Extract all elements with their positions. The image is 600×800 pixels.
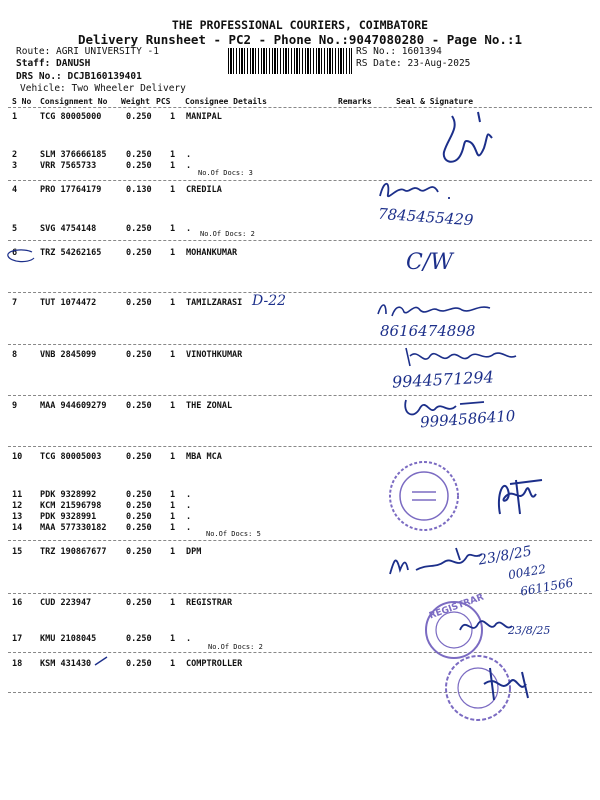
- row-consignment-no: PRO 17764179: [40, 185, 102, 195]
- company-seal-stamp: [384, 456, 464, 536]
- col-weight: Weight: [121, 97, 150, 106]
- col-pcs: PCS: [156, 97, 171, 106]
- row-consignee: CREDILA: [186, 185, 222, 195]
- row-weight: 0.250: [126, 501, 152, 511]
- signature-image: [430, 108, 510, 174]
- row-pcs: 1: [170, 161, 176, 171]
- row-consignment-no: SLM 376666185: [40, 150, 107, 160]
- row-consignee: .: [186, 490, 192, 500]
- company-name: THE PROFESSIONAL COURIERS, COIMBATORE: [171, 18, 429, 32]
- row-consignee: .: [186, 161, 192, 171]
- signature-image: [376, 176, 466, 206]
- row-consignee: .: [186, 150, 192, 160]
- row-sno: 9: [12, 401, 18, 411]
- row-consignment-no: KMU 2108045: [40, 634, 97, 644]
- handwritten-door-no: D-22: [252, 293, 287, 309]
- rs-date-text: RS Date: 23-Aug-2025: [356, 58, 471, 69]
- row-pcs: 1: [170, 185, 176, 195]
- signature-image: [456, 610, 516, 640]
- docs-count-note: No.Of Docs: 5: [206, 530, 261, 538]
- row-consignee: .: [186, 634, 192, 644]
- row-pcs: 1: [170, 112, 176, 122]
- row-consignment-no: KSM 431430: [40, 659, 92, 669]
- row-sno: 1: [12, 112, 18, 122]
- row-divider: [8, 593, 592, 594]
- row-pcs: 1: [170, 598, 176, 608]
- row-consignment-no: KCM 21596798: [40, 501, 102, 511]
- col-sno: S No: [12, 97, 32, 106]
- row-consignment-no: TUT 1074472: [40, 298, 97, 308]
- docs-count-note: No.Of Docs: 3: [198, 169, 253, 177]
- col-seal: Seal & Signature: [396, 97, 474, 106]
- row-consignee: COMPTROLLER: [186, 659, 243, 669]
- row-weight: 0.250: [126, 161, 152, 171]
- row-consignment-no: VNB 2845099: [40, 350, 97, 360]
- row-pcs: 1: [170, 501, 176, 511]
- row-consignment-no: SVG 4754148: [40, 224, 97, 234]
- row-weight: 0.250: [126, 523, 152, 533]
- row-weight: 0.250: [126, 298, 152, 308]
- row-pcs: 1: [170, 248, 176, 258]
- row-divider: [8, 240, 592, 241]
- row-consignment-no: TRZ 54262165: [40, 248, 102, 258]
- handwritten-date: 23/8/25: [477, 543, 533, 569]
- row-sno: 13: [12, 512, 23, 522]
- row-consignment-no: MAA 944609279: [40, 401, 107, 411]
- row-weight: 0.250: [126, 512, 152, 522]
- row-weight: 0.250: [126, 224, 152, 234]
- row-consignee: VINOTHKUMAR: [186, 350, 243, 360]
- row-pcs: 1: [170, 547, 176, 557]
- row-sno: 3: [12, 161, 18, 171]
- row-weight: 0.250: [126, 150, 152, 160]
- route-text: Route: AGRI UNIVERSITY -1: [16, 46, 159, 57]
- row-sno: 8: [12, 350, 18, 360]
- row-sno: 10: [12, 452, 23, 462]
- col-consignee: Consignee Details: [185, 97, 267, 106]
- row-sno: 16: [12, 598, 23, 608]
- signature-image: [486, 474, 546, 518]
- handwritten-number: 6611566: [519, 575, 575, 599]
- row-sno: 17: [12, 634, 23, 644]
- row-consignment-no: TCG 80005003: [40, 452, 102, 462]
- row-consignee: DPM: [186, 547, 202, 557]
- row-weight: 0.250: [126, 112, 152, 122]
- row-divider: [8, 446, 592, 447]
- row-weight: 0.250: [126, 659, 152, 669]
- row-sno: 12: [12, 501, 23, 511]
- signature-image: [402, 344, 522, 370]
- row-sno: 5: [12, 224, 18, 234]
- row-consignment-no: VRR 7565733: [40, 161, 97, 171]
- registrar-stamp-text: REGISTRAR: [428, 592, 486, 622]
- row-weight: 0.250: [126, 634, 152, 644]
- handwritten-number: 00422: [507, 561, 548, 583]
- row-consignee: TAMILZARASI: [186, 298, 243, 308]
- handwritten-phone: 8616474898: [380, 322, 476, 340]
- row-sno: 14: [12, 523, 23, 533]
- row-weight: 0.130: [126, 185, 152, 195]
- row-sno: 7: [12, 298, 18, 308]
- row-pcs: 1: [170, 512, 176, 522]
- signature-image: [376, 296, 506, 322]
- row-weight: 0.250: [126, 350, 152, 360]
- row-pcs: 1: [170, 401, 176, 411]
- row-pcs: 1: [170, 523, 176, 533]
- row-consignee: .: [186, 523, 192, 533]
- row-weight: 0.250: [126, 401, 152, 411]
- row-consignee: MBA MCA: [186, 452, 222, 462]
- docs-count-note: No.Of Docs: 2: [200, 230, 255, 238]
- vehicle-text: Vehicle: Two Wheeler Delivery: [20, 83, 186, 94]
- row-consignee: .: [186, 224, 192, 234]
- row-sno: 4: [12, 185, 18, 195]
- row-divider: [8, 395, 592, 396]
- row-consignment-no: MAA 577330182: [40, 523, 107, 533]
- row-sno: 18: [12, 659, 23, 669]
- signature-image: [480, 664, 540, 704]
- barcode-image: [228, 48, 352, 74]
- tick-mark: [94, 656, 108, 666]
- row-divider: [8, 540, 592, 541]
- handwritten-phone: 7845455429: [377, 204, 474, 230]
- runsheet-title: Delivery Runsheet - PC2 - Phone No.:9047080280 - Page No.:1: [77, 32, 522, 47]
- row-pcs: 1: [170, 298, 176, 308]
- handwritten-phone: 9994586410: [419, 406, 516, 432]
- row-pcs: 1: [170, 452, 176, 462]
- row-consignee: .: [186, 512, 192, 522]
- handwritten-date: 23/8/25: [508, 624, 551, 637]
- row-pcs: 1: [170, 490, 176, 500]
- col-remarks: Remarks: [338, 97, 372, 106]
- row-divider: [8, 292, 592, 293]
- row-consignee: MANIPAL: [186, 112, 222, 122]
- row-pcs: 1: [170, 659, 176, 669]
- row-weight: 0.250: [126, 490, 152, 500]
- row-consignment-no: PDK 9328992: [40, 490, 97, 500]
- row-consignment-no: PDK 9328991: [40, 512, 97, 522]
- row-consignee: THE ZONAL: [186, 401, 233, 411]
- signature-image: [400, 394, 490, 424]
- row-sno: 6: [12, 248, 18, 258]
- row-sno: 11: [12, 490, 23, 500]
- handwritten-phone: 9944571294: [391, 367, 495, 392]
- row-weight: 0.250: [126, 547, 152, 557]
- row-consignee: REGISTRAR: [186, 598, 233, 608]
- row-weight: 0.250: [126, 452, 152, 462]
- row-sno: 15: [12, 547, 23, 557]
- row-sno: 2: [12, 150, 18, 160]
- drs-text: DRS No.: DCJB160139401: [16, 71, 142, 82]
- handwritten-cw: C/W: [406, 250, 453, 275]
- row-consignment-no: TCG 80005000: [40, 112, 102, 122]
- row-weight: 0.250: [126, 248, 152, 258]
- row-pcs: 1: [170, 150, 176, 160]
- rs-no-text: RS No.: 1601394: [356, 46, 442, 57]
- row-consignment-no: CUD 223947: [40, 598, 92, 608]
- row-pcs: 1: [170, 634, 176, 644]
- row-consignee: MOHANKUMAR: [186, 248, 238, 258]
- signature-image: [386, 540, 486, 580]
- row-consignee: .: [186, 501, 192, 511]
- row-weight: 0.250: [126, 598, 152, 608]
- circle-mark: [4, 246, 36, 264]
- docs-count-note: No.Of Docs: 2: [208, 643, 263, 651]
- row-pcs: 1: [170, 224, 176, 234]
- col-consignment: Consignment No: [40, 97, 108, 106]
- row-pcs: 1: [170, 350, 176, 360]
- row-consignment-no: TRZ 190867677: [40, 547, 107, 557]
- row-divider: [8, 180, 592, 181]
- staff-text: Staff: DANUSH: [16, 58, 91, 69]
